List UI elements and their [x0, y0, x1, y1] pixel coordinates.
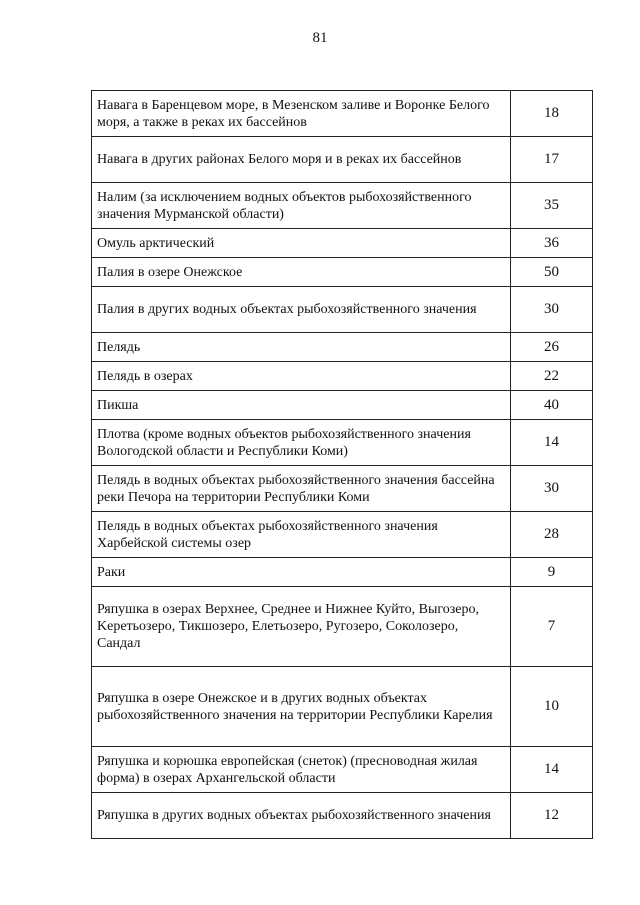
table-row — [92, 229, 593, 258]
species-name: Ряпушка в других водных объектах рыбохозяйственного значения — [92, 793, 511, 839]
species-value: 17 — [511, 137, 593, 183]
species-value: 14 — [511, 420, 593, 466]
species-value: 22 — [511, 362, 593, 391]
table-row — [92, 362, 593, 391]
table-row — [92, 333, 593, 362]
page-number: 81 — [312, 30, 328, 46]
species-value: 12 — [511, 793, 593, 839]
species-values-table — [91, 90, 593, 839]
table-row — [92, 466, 593, 512]
species-value: 28 — [511, 512, 593, 558]
table-row — [92, 747, 593, 793]
table-row — [92, 91, 593, 137]
table-row — [92, 667, 593, 747]
species-name: Пелядь в водных объектах рыбохозяйственного значения Харбейской системы озер — [92, 512, 511, 558]
table-row — [92, 587, 593, 667]
species-value: 50 — [511, 258, 593, 287]
species-value: 40 — [511, 391, 593, 420]
table-row — [92, 287, 593, 333]
species-name: Налим (за исключением водных объектов рыбохозяйственного значения Мурманской области) — [92, 183, 511, 229]
species-name: Раки — [92, 558, 511, 587]
species-value: 10 — [511, 667, 593, 747]
table-row — [92, 183, 593, 229]
species-value: 26 — [511, 333, 593, 362]
species-name: Пелядь в водных объектах рыбохозяйственного значения бассейна реки Печора на территории Республики Коми — [92, 466, 511, 512]
species-value: 36 — [511, 229, 593, 258]
species-name: Пикша — [92, 391, 511, 420]
species-name: Пелядь — [92, 333, 511, 362]
species-name: Ряпушка в озерах Верхнее, Среднее и Нижнее Куйто, Выгозеро, Keретьозеро, Тикшозеро, Елетьозеро, Ругозеро, Соколозеро, Сандал — [92, 587, 511, 667]
table-row — [92, 258, 593, 287]
table-row — [92, 512, 593, 558]
species-name: Ряпушка в озере Онежское и в других водных объектах рыбохозяйственного значения на территории Республики Карелия — [92, 667, 511, 747]
species-name: Навага в других районах Белого моря и в реках их бассейнов — [92, 137, 511, 183]
table-row — [92, 558, 593, 587]
species-value: 30 — [511, 466, 593, 512]
table-row — [92, 793, 593, 839]
species-value: 30 — [511, 287, 593, 333]
species-name: Палия в озере Онежское — [92, 258, 511, 287]
table-row — [92, 391, 593, 420]
species-value: 35 — [511, 183, 593, 229]
species-name: Навага в Баренцевом море, в Мезенском заливе и Воронке Белого моря, а также в реках их бассейнов — [92, 91, 511, 137]
species-name: Омуль арктический — [92, 229, 511, 258]
species-name: Плотва (кроме водных объектов рыбохозяйственного значения Вологодской области и Республики Коми) — [92, 420, 511, 466]
species-name: Ряпушка и корюшка европейская (снеток) (пресноводная жилая форма) в озерах Архангельской области — [92, 747, 511, 793]
table-row — [92, 137, 593, 183]
species-value: 9 — [511, 558, 593, 587]
species-name: Пелядь в озерах — [92, 362, 511, 391]
table-row — [92, 420, 593, 466]
species-value: 14 — [511, 747, 593, 793]
species-name: Палия в других водных объектах рыбохозяйственного значения — [92, 287, 511, 333]
species-value: 7 — [511, 587, 593, 667]
species-value: 18 — [511, 91, 593, 137]
